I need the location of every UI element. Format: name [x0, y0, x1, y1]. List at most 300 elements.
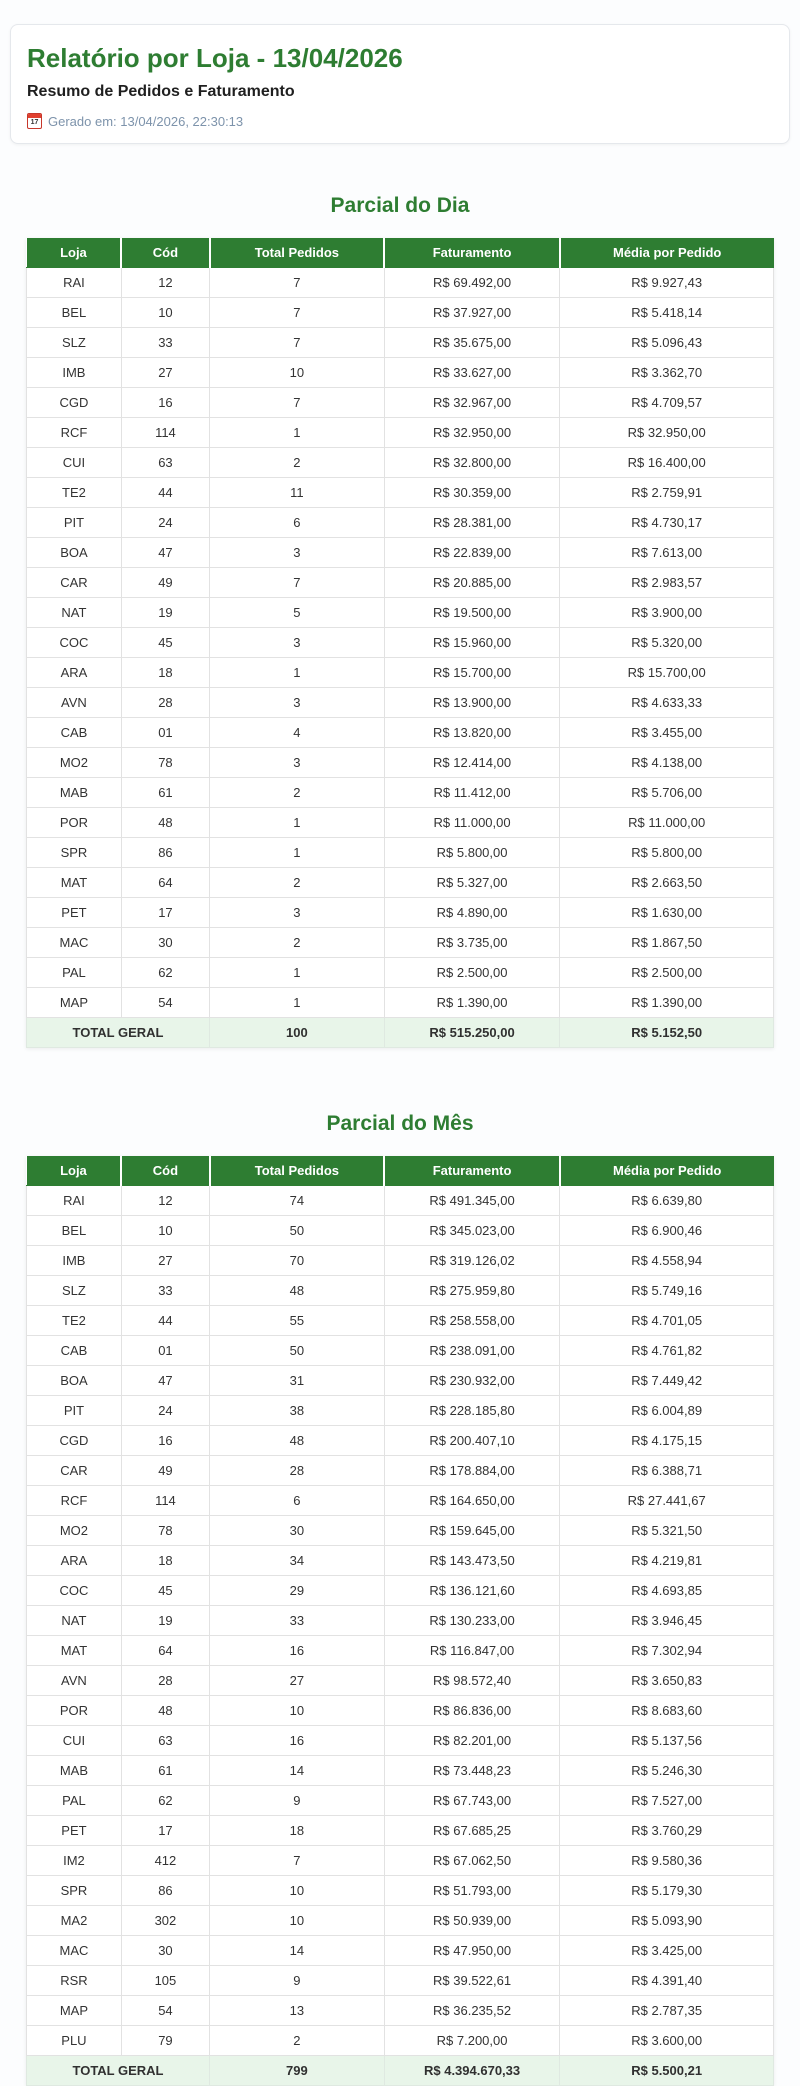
table-cell: R$ 67.685,25 — [384, 1816, 560, 1846]
table-cell: 33 — [210, 1606, 385, 1636]
table-cell: 2 — [210, 2026, 385, 2056]
table-cell: AVN — [27, 688, 122, 718]
table-row — [27, 1996, 774, 2026]
table-cell: 33 — [121, 328, 209, 358]
table-cell: 54 — [121, 1996, 209, 2026]
table-cell: 2 — [210, 448, 385, 478]
table-row — [27, 1726, 774, 1756]
table-row — [27, 328, 774, 358]
table-cell: PAL — [27, 958, 122, 988]
table-cell: CGD — [27, 388, 122, 418]
table-cell: CAB — [27, 1336, 122, 1366]
table-row — [27, 358, 774, 388]
table-cell: 4 — [210, 718, 385, 748]
table-title-month: Parcial do Mês — [326, 1112, 474, 1135]
table-cell: 16 — [121, 1426, 209, 1456]
table-cell: CUI — [27, 448, 122, 478]
table-cell: R$ 3.425,00 — [560, 1936, 774, 1966]
table-cell: 44 — [121, 478, 209, 508]
table-cell: 6 — [210, 1486, 385, 1516]
table-cell: R$ 2.500,00 — [384, 958, 560, 988]
table-title-day: Parcial do Dia — [330, 194, 470, 217]
table-cell: R$ 4.701,05 — [560, 1306, 774, 1336]
table-cell: RCF — [27, 1486, 122, 1516]
table-cell: 38 — [210, 1396, 385, 1426]
table-cell: 63 — [121, 448, 209, 478]
table-cell: R$ 3.946,45 — [560, 1606, 774, 1636]
table-cell: R$ 345.023,00 — [384, 1216, 560, 1246]
table-row — [27, 1366, 774, 1396]
table-cell: 3 — [210, 688, 385, 718]
table-cell: 18 — [121, 1546, 209, 1576]
table-cell: MA2 — [27, 1906, 122, 1936]
table-cell: MAC — [27, 1936, 122, 1966]
table-row — [27, 1216, 774, 1246]
table-cell: R$ 116.847,00 — [384, 1636, 560, 1666]
table-cell: 9 — [210, 1786, 385, 1816]
table-cell: COC — [27, 1576, 122, 1606]
column-header-total-pedidos: Total Pedidos — [210, 1156, 385, 1186]
table-cell: 3 — [210, 538, 385, 568]
table-cell: R$ 4.138,00 — [560, 748, 774, 778]
table-cell: 28 — [210, 1456, 385, 1486]
table-cell: R$ 4.761,82 — [560, 1336, 774, 1366]
column-header-faturamento: Faturamento — [384, 238, 560, 268]
table-cell: R$ 4.558,94 — [560, 1246, 774, 1276]
table-cell: CAB — [27, 718, 122, 748]
table-cell: R$ 3.735,00 — [384, 928, 560, 958]
table-row — [27, 868, 774, 898]
table-cell: 62 — [121, 1786, 209, 1816]
table-cell: 14 — [210, 1756, 385, 1786]
table-cell: 01 — [121, 1336, 209, 1366]
table-cell: R$ 228.185,80 — [384, 1396, 560, 1426]
table-cell: R$ 200.407,10 — [384, 1426, 560, 1456]
table-cell: R$ 5.800,00 — [560, 838, 774, 868]
table-cell: R$ 491.345,00 — [384, 1186, 560, 1216]
table-cell: R$ 5.327,00 — [384, 868, 560, 898]
table-cell: R$ 130.233,00 — [384, 1606, 560, 1636]
table-row — [27, 1666, 774, 1696]
table-row — [27, 1606, 774, 1636]
table-cell: R$ 4.730,17 — [560, 508, 774, 538]
total-label: TOTAL GERAL — [27, 2056, 210, 2086]
table-cell: 7 — [210, 298, 385, 328]
table-cell: 78 — [121, 748, 209, 778]
table-cell: SLZ — [27, 1276, 122, 1306]
table-cell: 10 — [210, 1696, 385, 1726]
table-cell: R$ 8.683,60 — [560, 1696, 774, 1726]
table-cell: 18 — [210, 1816, 385, 1846]
table-cell: MAT — [27, 1636, 122, 1666]
table-cell: 24 — [121, 1396, 209, 1426]
table-row — [27, 1846, 774, 1876]
table-cell: 61 — [121, 778, 209, 808]
report-header-card — [10, 24, 790, 144]
table-row — [27, 1546, 774, 1576]
table-cell: R$ 15.700,00 — [384, 658, 560, 688]
table-row — [27, 1516, 774, 1546]
table-cell: R$ 16.400,00 — [560, 448, 774, 478]
table-cell: 48 — [210, 1276, 385, 1306]
table-row — [27, 1966, 774, 1996]
table-cell: CUI — [27, 1726, 122, 1756]
table-row — [27, 898, 774, 928]
table-row — [27, 958, 774, 988]
generated-at-text: Gerado em: 13/04/2026, 22:30:13 — [48, 113, 244, 129]
table-cell: R$ 5.179,30 — [560, 1876, 774, 1906]
table-cell: 44 — [121, 1306, 209, 1336]
table-cell: ARA — [27, 658, 122, 688]
table-cell: R$ 4.890,00 — [384, 898, 560, 928]
table-cell: 70 — [210, 1246, 385, 1276]
table-cell: 10 — [121, 1216, 209, 1246]
table-cell: R$ 5.800,00 — [384, 838, 560, 868]
table-cell: R$ 1.390,00 — [384, 988, 560, 1018]
table-cell: 9 — [210, 1966, 385, 1996]
table-cell: R$ 37.927,00 — [384, 298, 560, 328]
total-row — [27, 2056, 774, 2086]
table-row — [27, 1576, 774, 1606]
table-cell: 47 — [121, 1366, 209, 1396]
table-cell: R$ 13.900,00 — [384, 688, 560, 718]
table-cell: 29 — [210, 1576, 385, 1606]
column-header-faturamento: Faturamento — [384, 1156, 560, 1186]
table-cell: R$ 1.867,50 — [560, 928, 774, 958]
total-row — [27, 1018, 774, 1048]
table-cell: 79 — [121, 2026, 209, 2056]
table-cell: 10 — [210, 1876, 385, 1906]
total-faturamento-value: R$ 4.394.670,33 — [384, 2056, 560, 2086]
table-cell: CGD — [27, 1426, 122, 1456]
table-row — [27, 838, 774, 868]
table-cell: 3 — [210, 628, 385, 658]
table-cell: R$ 33.627,00 — [384, 358, 560, 388]
table-row — [27, 988, 774, 1018]
table-cell: 1 — [210, 838, 385, 868]
table-cell: 7 — [210, 1846, 385, 1876]
table-cell: 24 — [121, 508, 209, 538]
table-cell: R$ 35.675,00 — [384, 328, 560, 358]
table-cell: R$ 20.885,00 — [384, 568, 560, 598]
total-faturamento-value: R$ 515.250,00 — [384, 1018, 560, 1048]
table-cell: 30 — [210, 1516, 385, 1546]
table-cell: R$ 86.836,00 — [384, 1696, 560, 1726]
table-cell: R$ 3.600,00 — [560, 2026, 774, 2056]
table-cell: PET — [27, 1816, 122, 1846]
column-header-total-pedidos: Total Pedidos — [210, 238, 385, 268]
table-row — [27, 2026, 774, 2056]
table-cell: R$ 319.126,02 — [384, 1246, 560, 1276]
table-row — [27, 658, 774, 688]
table-cell: IMB — [27, 1246, 122, 1276]
table-cell: R$ 5.096,43 — [560, 328, 774, 358]
table-cell: ARA — [27, 1546, 122, 1576]
table-parcial-do-mes — [26, 1156, 774, 2086]
table-cell: 2 — [210, 928, 385, 958]
table-cell: 48 — [210, 1426, 385, 1456]
total-pedidos-value: 100 — [210, 1018, 385, 1048]
total-pedidos-value: 799 — [210, 2056, 385, 2086]
table-cell: AVN — [27, 1666, 122, 1696]
table-cell: R$ 32.950,00 — [384, 418, 560, 448]
table-cell: 30 — [121, 928, 209, 958]
table-row — [27, 748, 774, 778]
table-cell: TE2 — [27, 478, 122, 508]
table-cell: RCF — [27, 418, 122, 448]
table-row — [27, 928, 774, 958]
table-cell: SLZ — [27, 328, 122, 358]
table-cell: 10 — [121, 298, 209, 328]
table-cell: 5 — [210, 598, 385, 628]
table-cell: R$ 238.091,00 — [384, 1336, 560, 1366]
column-header-loja: Loja — [27, 1156, 122, 1186]
table-cell: 114 — [121, 1486, 209, 1516]
table-row — [27, 628, 774, 658]
table-row — [27, 268, 774, 298]
table-cell: R$ 51.793,00 — [384, 1876, 560, 1906]
table-cell: 54 — [121, 988, 209, 1018]
table-cell: CAR — [27, 1456, 122, 1486]
table-cell: R$ 3.362,70 — [560, 358, 774, 388]
table-cell: 7 — [210, 328, 385, 358]
table-row — [27, 1306, 774, 1336]
table-cell: 30 — [121, 1936, 209, 1966]
table-row — [27, 448, 774, 478]
table-cell: 16 — [210, 1726, 385, 1756]
table-cell: 3 — [210, 898, 385, 928]
table-cell: R$ 47.950,00 — [384, 1936, 560, 1966]
table-cell: 12 — [121, 268, 209, 298]
table-cell: R$ 5.321,50 — [560, 1516, 774, 1546]
table-row — [27, 1696, 774, 1726]
table-row — [27, 568, 774, 598]
table-cell: 1 — [210, 988, 385, 1018]
table-row — [27, 1936, 774, 1966]
table-cell: R$ 5.246,30 — [560, 1756, 774, 1786]
table-row — [27, 418, 774, 448]
table-cell: R$ 32.950,00 — [560, 418, 774, 448]
table-cell: 114 — [121, 418, 209, 448]
table-cell: 45 — [121, 1576, 209, 1606]
table-cell: RAI — [27, 268, 122, 298]
table-cell: 86 — [121, 1876, 209, 1906]
table-cell: R$ 4.175,15 — [560, 1426, 774, 1456]
table-cell: 12 — [121, 1186, 209, 1216]
table-cell: MAT — [27, 868, 122, 898]
table-cell: R$ 4.219,81 — [560, 1546, 774, 1576]
table-cell: 2 — [210, 868, 385, 898]
table-cell: 10 — [210, 358, 385, 388]
table-cell: R$ 5.418,14 — [560, 298, 774, 328]
table-row — [27, 1906, 774, 1936]
table-cell: R$ 12.414,00 — [384, 748, 560, 778]
table-cell: R$ 11.000,00 — [384, 808, 560, 838]
table-cell: 2 — [210, 778, 385, 808]
table-cell: R$ 32.967,00 — [384, 388, 560, 418]
table-cell: MAP — [27, 988, 122, 1018]
table-cell: R$ 3.455,00 — [560, 718, 774, 748]
total-media-value: R$ 5.152,50 — [560, 1018, 774, 1048]
table-cell: 31 — [210, 1366, 385, 1396]
table-cell: 61 — [121, 1756, 209, 1786]
table-cell: 28 — [121, 688, 209, 718]
table-cell: 16 — [210, 1636, 385, 1666]
table-cell: 11 — [210, 478, 385, 508]
calendar-icon — [27, 113, 42, 129]
table-cell: R$ 7.527,00 — [560, 1786, 774, 1816]
table-cell: R$ 6.004,89 — [560, 1396, 774, 1426]
table-cell: R$ 2.983,57 — [560, 568, 774, 598]
table-row — [27, 1456, 774, 1486]
table-cell: 62 — [121, 958, 209, 988]
table-cell: R$ 27.441,67 — [560, 1486, 774, 1516]
total-label: TOTAL GERAL — [27, 1018, 210, 1048]
table-cell: R$ 67.743,00 — [384, 1786, 560, 1816]
table-cell: 1 — [210, 808, 385, 838]
table-cell: R$ 50.939,00 — [384, 1906, 560, 1936]
table-cell: R$ 11.412,00 — [384, 778, 560, 808]
table-cell: COC — [27, 628, 122, 658]
table-cell: 63 — [121, 1726, 209, 1756]
table-cell: R$ 98.572,40 — [384, 1666, 560, 1696]
table-cell: MAB — [27, 778, 122, 808]
table-cell: R$ 5.137,56 — [560, 1726, 774, 1756]
table-row — [27, 1426, 774, 1456]
section-parcial-do-mes — [0, 1112, 800, 2086]
table-cell: R$ 3.760,29 — [560, 1816, 774, 1846]
table-parcial-do-dia — [26, 238, 774, 1048]
table-cell: R$ 4.693,85 — [560, 1576, 774, 1606]
table-cell: IM2 — [27, 1846, 122, 1876]
table-cell: R$ 36.235,52 — [384, 1996, 560, 2026]
table-cell: R$ 3.650,83 — [560, 1666, 774, 1696]
table-cell: 48 — [121, 1696, 209, 1726]
table-cell: IMB — [27, 358, 122, 388]
table-cell: 33 — [121, 1276, 209, 1306]
table-cell: 10 — [210, 1906, 385, 1936]
table-cell: 6 — [210, 508, 385, 538]
table-cell: R$ 3.900,00 — [560, 598, 774, 628]
column-header-cod: Cód — [121, 1156, 209, 1186]
table-cell: SPR — [27, 838, 122, 868]
total-media-value: R$ 5.500,21 — [560, 2056, 774, 2086]
table-cell: R$ 258.558,00 — [384, 1306, 560, 1336]
table-cell: PET — [27, 898, 122, 928]
table-cell: R$ 13.820,00 — [384, 718, 560, 748]
table-cell: R$ 2.787,35 — [560, 1996, 774, 2026]
table-cell: 28 — [121, 1666, 209, 1696]
table-cell: BOA — [27, 538, 122, 568]
table-cell: 50 — [210, 1336, 385, 1366]
table-cell: R$ 6.900,46 — [560, 1216, 774, 1246]
page-subtitle: Resumo de Pedidos e Faturamento — [27, 83, 295, 100]
table-row — [27, 1186, 774, 1216]
table-cell: 16 — [121, 388, 209, 418]
column-header-media-por-pedido: Média por Pedido — [560, 238, 774, 268]
table-cell: R$ 15.700,00 — [560, 658, 774, 688]
table-row — [27, 298, 774, 328]
table-cell: R$ 9.580,36 — [560, 1846, 774, 1876]
table-cell: 27 — [121, 1246, 209, 1276]
table-cell: 49 — [121, 568, 209, 598]
table-cell: R$ 32.800,00 — [384, 448, 560, 478]
table-cell: 1 — [210, 958, 385, 988]
table-cell: R$ 9.927,43 — [560, 268, 774, 298]
table-cell: PLU — [27, 2026, 122, 2056]
table-cell: R$ 30.359,00 — [384, 478, 560, 508]
page-title: Relatório por Loja - 13/04/2026 — [27, 43, 403, 73]
table-cell: R$ 178.884,00 — [384, 1456, 560, 1486]
table-cell: 74 — [210, 1186, 385, 1216]
table-cell: R$ 22.839,00 — [384, 538, 560, 568]
table-cell: 17 — [121, 898, 209, 928]
table-cell: POR — [27, 1696, 122, 1726]
table-cell: MAP — [27, 1996, 122, 2026]
table-cell: 55 — [210, 1306, 385, 1336]
table-cell: R$ 159.645,00 — [384, 1516, 560, 1546]
table-row — [27, 1336, 774, 1366]
table-cell: R$ 164.650,00 — [384, 1486, 560, 1516]
table-cell: R$ 4.391,40 — [560, 1966, 774, 1996]
table-cell: R$ 5.749,16 — [560, 1276, 774, 1306]
table-cell: BEL — [27, 1216, 122, 1246]
table-cell: 13 — [210, 1996, 385, 2026]
table-cell: 7 — [210, 268, 385, 298]
table-cell: R$ 73.448,23 — [384, 1756, 560, 1786]
table-cell: RSR — [27, 1966, 122, 1996]
table-cell: 3 — [210, 748, 385, 778]
table-cell: 105 — [121, 1966, 209, 1996]
table-cell: 34 — [210, 1546, 385, 1576]
table-cell: R$ 1.390,00 — [560, 988, 774, 1018]
table-cell: 1 — [210, 418, 385, 448]
table-cell: R$ 28.381,00 — [384, 508, 560, 538]
table-cell: POR — [27, 808, 122, 838]
table-cell: R$ 19.500,00 — [384, 598, 560, 628]
table-cell: R$ 39.522,61 — [384, 1966, 560, 1996]
table-cell: 49 — [121, 1456, 209, 1486]
table-cell: 17 — [121, 1816, 209, 1846]
table-cell: 27 — [121, 358, 209, 388]
table-cell: R$ 5.320,00 — [560, 628, 774, 658]
table-row — [27, 688, 774, 718]
table-cell: MAB — [27, 1756, 122, 1786]
generated-at — [27, 113, 773, 129]
column-header-loja: Loja — [27, 238, 122, 268]
table-row — [27, 718, 774, 748]
table-cell: 64 — [121, 1636, 209, 1666]
table-cell: 412 — [121, 1846, 209, 1876]
table-row — [27, 1396, 774, 1426]
table-cell: 01 — [121, 718, 209, 748]
table-cell: PIT — [27, 508, 122, 538]
table-cell: R$ 136.121,60 — [384, 1576, 560, 1606]
table-cell: 19 — [121, 598, 209, 628]
table-row — [27, 388, 774, 418]
table-cell: R$ 143.473,50 — [384, 1546, 560, 1576]
table-row — [27, 1276, 774, 1306]
table-cell: MAC — [27, 928, 122, 958]
table-row — [27, 778, 774, 808]
table-cell: 64 — [121, 868, 209, 898]
column-header-media-por-pedido: Média por Pedido — [560, 1156, 774, 1186]
table-cell: R$ 2.500,00 — [560, 958, 774, 988]
table-row — [27, 1246, 774, 1276]
table-cell: 1 — [210, 658, 385, 688]
table-cell: R$ 2.663,50 — [560, 868, 774, 898]
table-row — [27, 1876, 774, 1906]
